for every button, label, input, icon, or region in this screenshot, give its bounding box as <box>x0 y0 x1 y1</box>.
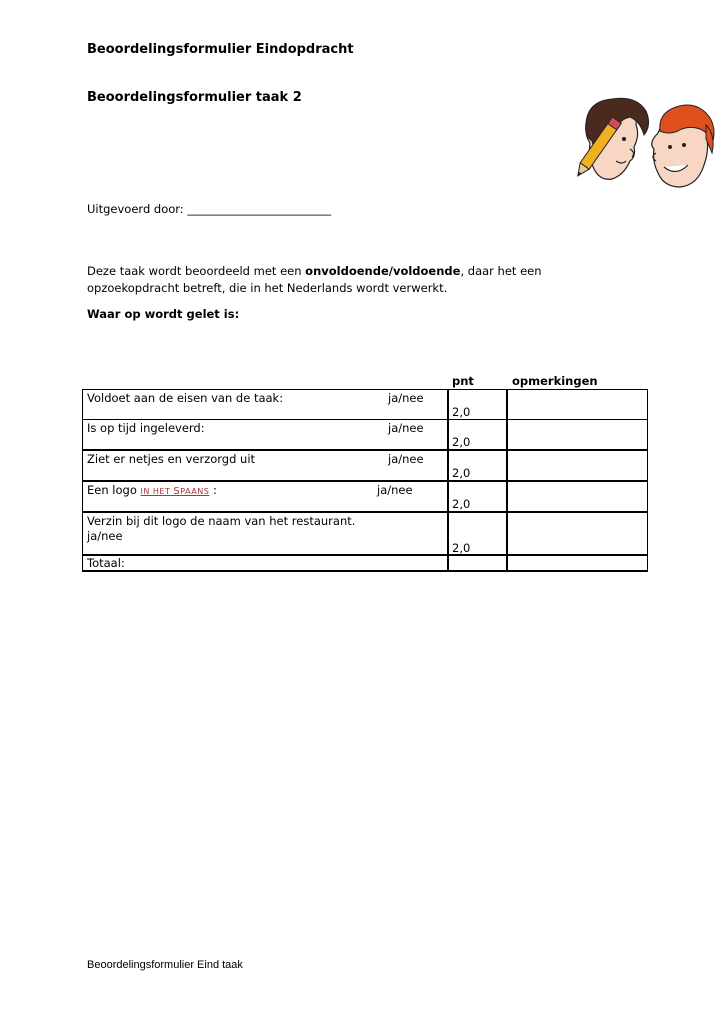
assessment-table <box>82 389 648 572</box>
intro-text: Deze taak wordt beoordeeld met een <box>87 264 306 278</box>
row-label-text: Een logo <box>87 483 137 497</box>
table-column-divider <box>447 389 449 572</box>
row-answer: ja/nee <box>388 452 424 466</box>
page-footer: Beoordelingsformulier Eind taak <box>87 959 243 971</box>
row-answer: ja/nee <box>388 391 424 405</box>
row-answer: ja/nee <box>388 421 424 435</box>
row-answer: ja/nee <box>87 529 123 543</box>
table-border-left <box>82 389 83 572</box>
document-title: Beoordelingsformulier Eindopdracht <box>87 42 354 57</box>
row-points: 2,0 <box>452 405 471 419</box>
row-points: 2,0 <box>452 497 471 511</box>
row-label: Verzin bij dit logo de naam van het restaurant. <box>87 514 356 528</box>
table-row-divider <box>82 554 648 556</box>
table-border-top <box>82 389 648 390</box>
row-points: 2,0 <box>452 541 471 555</box>
intro-bold-text: onvoldoende/voldoende <box>305 264 461 278</box>
row-label <box>87 483 217 497</box>
row-label: Is op tijd ingeleverd: <box>87 421 205 435</box>
intro-line-2: opzoekopdracht betreft, die in het Nederlands wordt verwerkt. <box>87 281 448 295</box>
column-header-remarks: opmerkingen <box>512 374 598 388</box>
two-cartoon-faces-with-pencil-icon <box>560 95 720 200</box>
table-row-divider <box>82 511 648 513</box>
table-column-divider <box>506 389 508 572</box>
table-row-divider <box>82 449 648 451</box>
link-text: PAANS <box>180 487 210 496</box>
row-answer: ja/nee <box>377 483 413 497</box>
intro-paragraph <box>87 263 607 297</box>
spanish-link[interactable] <box>141 487 210 496</box>
total-label: Totaal: <box>87 556 125 570</box>
row-label: Ziet er netjes en verzorgd uit <box>87 452 256 466</box>
table-border-right <box>647 389 648 572</box>
row-points: 2,0 <box>452 466 471 480</box>
row-points: 2,0 <box>452 435 471 449</box>
criteria-heading: Waar op wordt gelet is: <box>87 307 240 321</box>
table-border-bottom <box>82 570 648 572</box>
table-row-divider <box>82 480 648 482</box>
row-label-suffix: : <box>212 483 217 497</box>
table-row-divider <box>82 419 648 420</box>
document-subtitle: Beoordelingsformulier taak 2 <box>87 90 302 105</box>
column-header-points: pnt <box>452 374 474 388</box>
row-label: Voldoet aan de eisen van de taak: <box>87 391 284 405</box>
executed-by-line: Uitgevoerd door: _________________________ <box>87 202 332 216</box>
link-text: IN HET <box>140 487 171 496</box>
link-text: S <box>173 486 181 497</box>
intro-text-end: , daar het een <box>460 264 542 278</box>
